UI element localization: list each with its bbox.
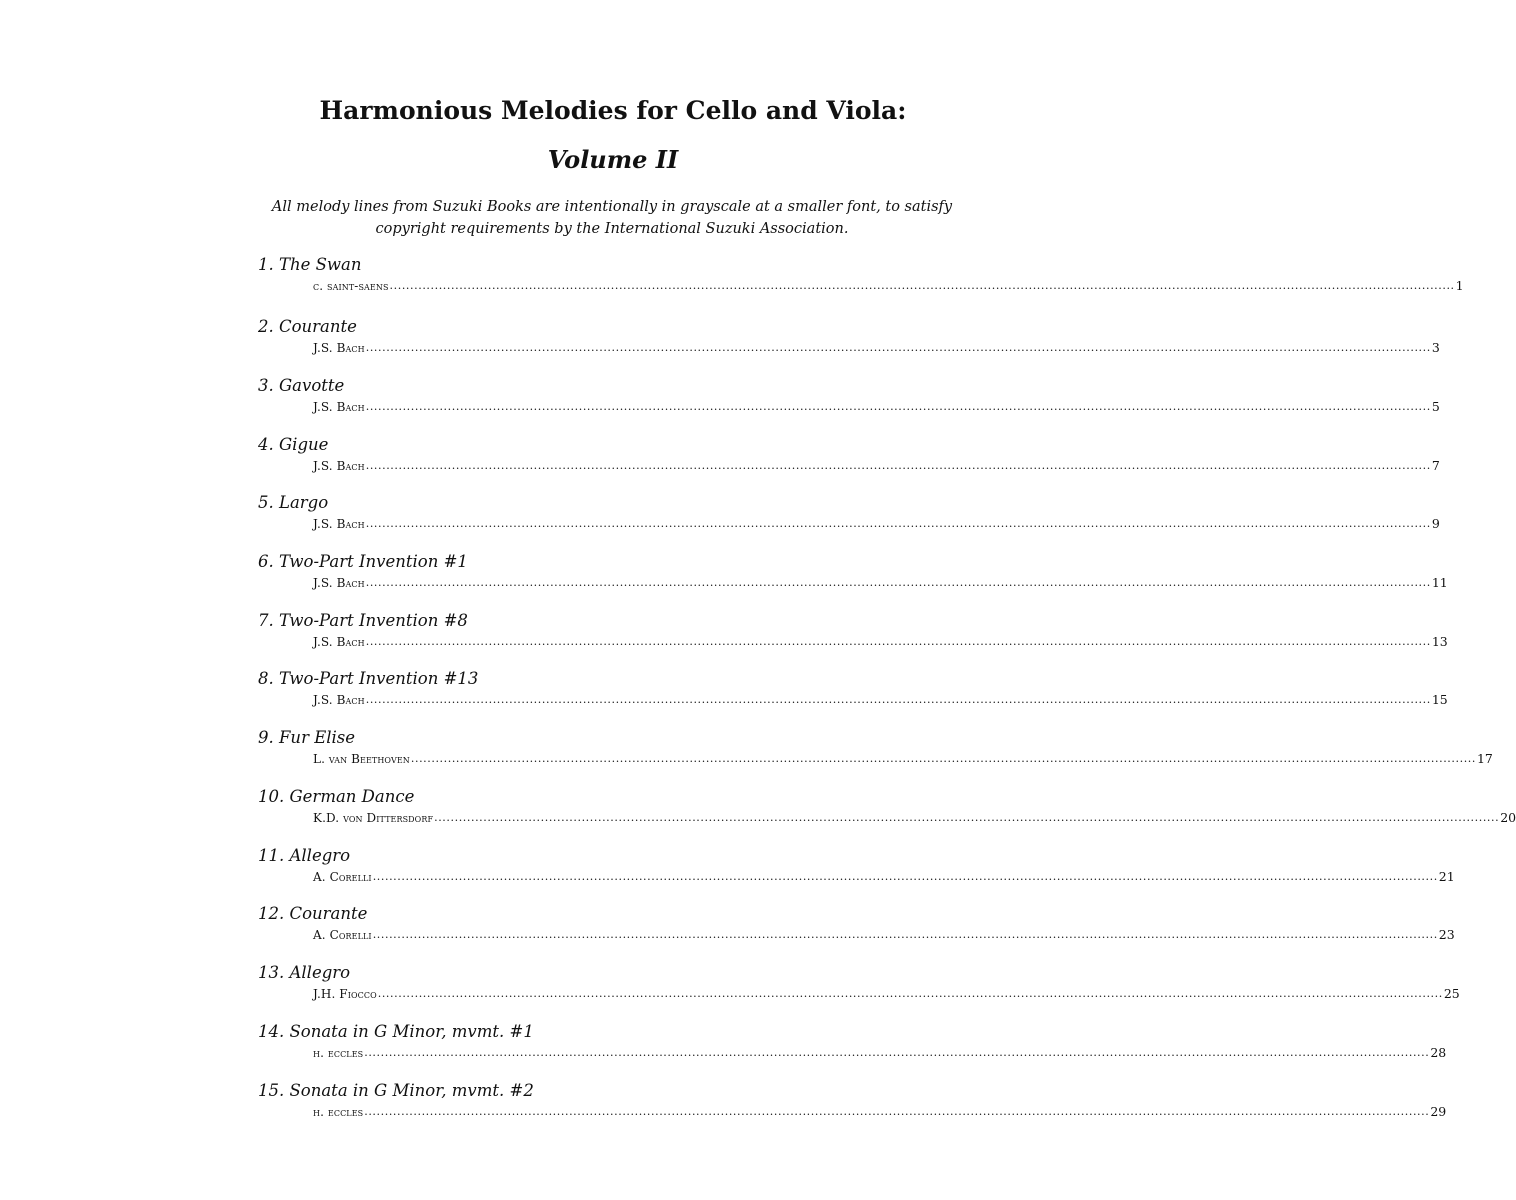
toc-entry: [258, 492, 1440, 531]
toc-entry-title: 10. German Dance: [258, 787, 415, 806]
toc-page-number: 29: [1430, 1104, 1447, 1119]
dot-leader: ....................................................................................................................................................................................................................................................................: [365, 459, 1431, 472]
toc-composer: h. eccles: [313, 1046, 364, 1060]
toc-entry-line: [313, 1102, 1447, 1120]
document-subtitle: Volume II: [547, 145, 679, 174]
toc-page-number: 25: [1443, 986, 1460, 1001]
toc-page-number: 23: [1438, 927, 1455, 942]
toc-entry-title: 5. Largo: [258, 493, 329, 512]
toc-entry-line: [313, 397, 1440, 415]
copyright-note: All melody lines from Suzuki Books are intentionally in grayscale at a smaller font, to satisfy copyright requirements by the International Suzuki Association.: [271, 199, 953, 237]
dot-leader: ....................................................................................................................................................................................................................................................................: [364, 1046, 1430, 1059]
toc-page-number: 17: [1476, 751, 1493, 766]
dot-leader: ....................................................................................................................................................................................................................................................................: [365, 576, 1431, 589]
dot-leader: ....................................................................................................................................................................................................................................................................: [434, 811, 1500, 824]
toc-composer: J.S. Bach: [313, 400, 365, 414]
toc-composer: K.D. von Dittersdorf: [313, 811, 434, 825]
dot-leader: ....................................................................................................................................................................................................................................................................: [410, 752, 1476, 765]
toc-entry-title: 3. Gavotte: [258, 376, 345, 395]
toc-composer: h. eccles: [313, 1105, 364, 1119]
toc-entry: [258, 1021, 1447, 1060]
toc-entry: [258, 254, 1464, 293]
toc-entry-title: 9. Fur Elise: [258, 728, 356, 747]
toc-entry-line: [313, 276, 1464, 294]
toc-entry-title: 14. Sonata in G Minor, mvmt. #1: [258, 1022, 534, 1041]
document-title: Harmonious Melodies for Cello and Viola:: [319, 96, 907, 125]
toc-entry-title: 12. Courante: [258, 904, 368, 923]
toc-entry-line: [313, 573, 1448, 591]
toc-entry-line: [313, 632, 1448, 650]
toc-entry-title: 8. Two-Part Invention #13: [258, 669, 479, 688]
dot-leader: ....................................................................................................................................................................................................................................................................: [372, 870, 1438, 883]
toc-entry-title: 13. Allegro: [258, 963, 351, 982]
toc-page-number: 5: [1431, 399, 1440, 414]
toc-composer: J.S. Bach: [313, 576, 365, 590]
toc-page-number: 21: [1438, 869, 1455, 884]
toc-page-number: 3: [1431, 340, 1440, 355]
toc-entry: [258, 375, 1440, 414]
toc-entry-line: [313, 514, 1440, 532]
toc-page-number: 13: [1431, 634, 1448, 649]
toc-entry-line: [313, 808, 1516, 826]
toc-page-number: 20: [1500, 810, 1516, 825]
toc-entry-line: [313, 984, 1460, 1002]
toc-entry-title: 11. Allegro: [258, 846, 351, 865]
toc-entry-title: 6. Two-Part Invention #1: [258, 552, 468, 571]
toc-page-number: 11: [1431, 575, 1448, 590]
toc-entry-title: 7. Two-Part Invention #8: [258, 611, 468, 630]
toc-page-number: 28: [1430, 1045, 1447, 1060]
toc-entry-line: [313, 867, 1455, 885]
toc-composer: J.H. Fiocco: [313, 987, 377, 1001]
toc-entry-line: [313, 338, 1440, 356]
toc-entry-title: 15. Sonata in G Minor, mvmt. #2: [258, 1081, 534, 1100]
toc-page-number: 9: [1431, 516, 1440, 531]
toc-entry: [258, 551, 1448, 590]
toc-entry: [258, 845, 1455, 884]
toc-entry-line: [313, 749, 1493, 767]
dot-leader: ....................................................................................................................................................................................................................................................................: [389, 279, 1455, 292]
dot-leader: ....................................................................................................................................................................................................................................................................: [372, 928, 1438, 941]
dot-leader: ....................................................................................................................................................................................................................................................................: [377, 987, 1443, 1000]
toc-entry-title: 4. Gigue: [258, 435, 329, 454]
toc-composer: A. Corelli: [313, 928, 372, 942]
toc-entry-line: [313, 690, 1448, 708]
toc-entry: [258, 727, 1493, 766]
toc-entry: [258, 316, 1440, 355]
toc-page-number: 1: [1455, 278, 1464, 293]
toc-entry-line: [313, 925, 1455, 943]
dot-leader: ....................................................................................................................................................................................................................................................................: [365, 635, 1431, 648]
toc-composer: J.S. Bach: [313, 693, 365, 707]
toc-entry: [258, 962, 1460, 1001]
toc-page-number: 15: [1431, 692, 1448, 707]
toc-entry: [258, 1080, 1447, 1119]
toc-entry: [258, 610, 1448, 649]
toc-entry-title: 1. The Swan: [258, 255, 362, 274]
toc-entry: [258, 668, 1448, 707]
toc-entry-line: [313, 1043, 1447, 1061]
dot-leader: ....................................................................................................................................................................................................................................................................: [365, 693, 1431, 706]
toc-composer: J.S. Bach: [313, 341, 365, 355]
toc-page-number: 7: [1431, 458, 1440, 473]
toc-composer: J.S. Bach: [313, 635, 365, 649]
toc-entry-title: 2. Courante: [258, 317, 357, 336]
dot-leader: ....................................................................................................................................................................................................................................................................: [364, 1105, 1430, 1118]
toc-composer: J.S. Bach: [313, 459, 365, 473]
toc-composer: J.S. Bach: [313, 517, 365, 531]
toc-entry: [258, 434, 1440, 473]
toc-entry: [258, 786, 1516, 825]
toc-entry-line: [313, 456, 1440, 474]
toc-composer: A. Corelli: [313, 870, 372, 884]
dot-leader: ....................................................................................................................................................................................................................................................................: [365, 341, 1431, 354]
toc-entry: [258, 903, 1455, 942]
dot-leader: ....................................................................................................................................................................................................................................................................: [365, 517, 1431, 530]
toc-composer: c. saint-saens: [313, 279, 389, 293]
dot-leader: ....................................................................................................................................................................................................................................................................: [365, 400, 1431, 413]
toc-composer: L. van Beethoven: [313, 752, 410, 766]
